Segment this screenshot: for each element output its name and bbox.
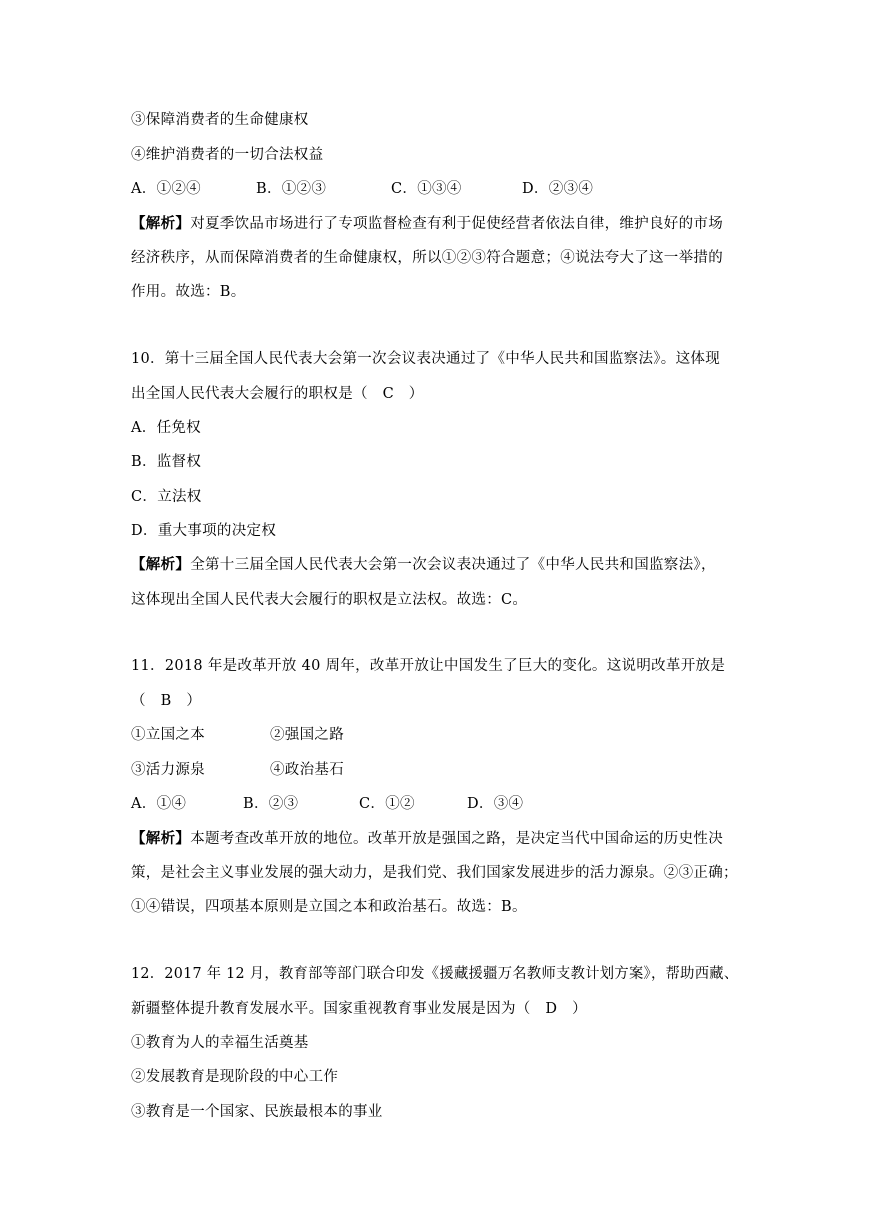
q9-analysis-line-2: 经济秩序，从而保障消费者的生命健康权，所以①②③符合题意；④说法夸大了这一举措的 <box>131 250 723 266</box>
q9-analysis-line-1: 【解析】对夏季饮品市场进行了专项监督检查有利于促使经营者依法自律，维护良好的市场 <box>131 215 723 232</box>
q9-item-3: ③保障消费者的生命健康权 <box>131 112 309 128</box>
q11-analysis-line-1: 【解析】本题考查改革开放的地位。改革开放是强国之路，是决定当代中国命运的历史性决 <box>131 830 723 847</box>
q10-option-c: C．立法权 <box>131 489 202 505</box>
q10-analysis-line-2: 这体现出全国人民代表大会履行的职权是立法权。故选：C。 <box>131 592 528 608</box>
q11-analysis-line-2: 策，是社会主义事业发展的强大动力，是我们党、我们国家发展进步的活力源泉。②③正确； <box>131 865 738 881</box>
q10-stem-line-2: 出全国人民代表大会履行的职权是（ C ） <box>131 386 424 402</box>
q10-option-d: D．重大事项的决定权 <box>131 523 277 539</box>
q12-item-2: ②发展教育是现阶段的中心工作 <box>131 1069 339 1085</box>
q12-item-3: ③教育是一个国家、民族最根本的事业 <box>131 1104 383 1120</box>
q10-option-a: A．任免权 <box>131 420 201 436</box>
q11-analysis-line-3: ①④错误，四项基本原则是立国之本和政治基石。故选：B。 <box>131 899 527 915</box>
q11-option-a: A．①④ <box>131 796 187 812</box>
q9-analysis-line-3: 作用。故选：B。 <box>131 284 246 300</box>
q11-item-3: ③活力源泉 <box>131 762 205 778</box>
q12-stem-line-2: 新疆整体提升教育发展水平。国家重视教育事业发展是因为（ D ） <box>131 1001 587 1017</box>
q12-item-1: ①教育为人的幸福生活奠基 <box>131 1035 309 1051</box>
q11-stem-line-1: 11．2018 年是改革开放 40 周年，改革开放让中国发生了巨大的变化。这说明改革开放是 <box>131 658 726 674</box>
q9-item-4: ④维护消费者的一切合法权益 <box>131 147 324 163</box>
analysis-tag: 【解析】 <box>131 556 191 573</box>
analysis-tag: 【解析】 <box>131 215 191 232</box>
q10-option-b: B．监督权 <box>131 454 202 470</box>
q10-stem-line-1: 10．第十三届全国人民代表大会第一次会议表决通过了《中华人民共和国监察法》。这体现 <box>131 351 720 367</box>
q11-item-4: ④政治基石 <box>270 762 344 778</box>
analysis-tag: 【解析】 <box>131 830 191 847</box>
q9-option-a: A．①②④ <box>131 181 201 197</box>
q10-analysis-line-1: 【解析】全第十三届全国人民代表大会第一次会议表决通过了《中华人民共和国监察法》， <box>131 556 716 573</box>
q11-option-b: B．②③ <box>243 796 299 812</box>
q11-stem-line-2: （ B ） <box>131 693 202 709</box>
q11-item-2: ②强国之路 <box>270 727 344 743</box>
q11-item-1: ①立国之本 <box>131 727 205 743</box>
q12-stem-line-1: 12．2017 年 12 月，教育部等部门联合印发《援藏援疆万名教师支教计划方案》，帮助西藏、 <box>131 966 739 982</box>
q9-option-b: B．①②③ <box>256 181 327 197</box>
q11-option-c: C．①② <box>359 796 415 812</box>
q9-option-c: C．①③④ <box>391 181 462 197</box>
q9-option-d: D．②③④ <box>522 181 594 197</box>
q11-option-d: D．③④ <box>467 796 524 812</box>
